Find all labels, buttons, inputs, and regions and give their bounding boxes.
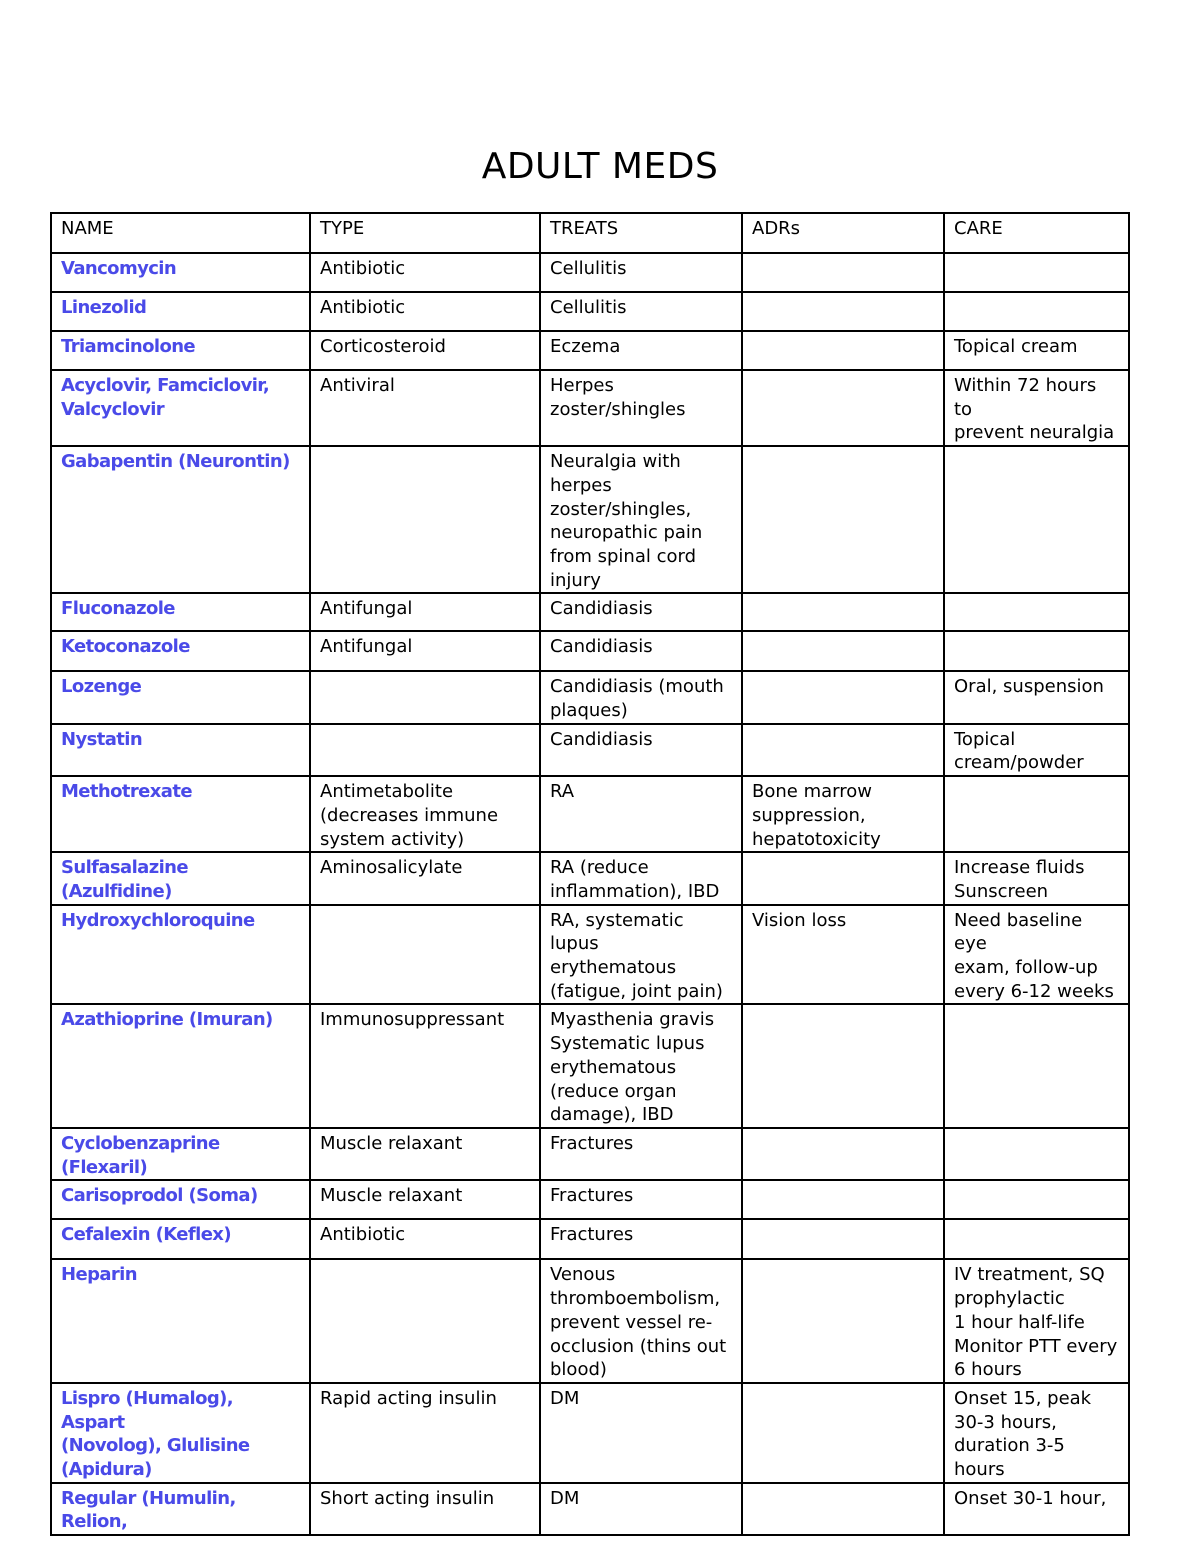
cell-name: Lispro (Humalog), Aspart (Novolog), Glulisine (Apidura) [51,1383,310,1483]
cell-adrs [742,370,944,446]
cell-type: Antifungal [310,593,540,631]
cell-adrs [742,1259,944,1383]
cell-name: Sulfasalazine (Azulfidine) [51,852,310,904]
header-adrs: ADRs [742,213,944,253]
cell-treats: Candidiasis [540,631,742,671]
cell-type: Muscle relaxant [310,1180,540,1219]
cell-adrs [742,1128,944,1180]
cell-care [944,446,1129,593]
cell-adrs [742,724,944,776]
table-row [51,446,1129,593]
cell-name: Nystatin [51,724,310,776]
header-name: NAME [51,213,310,253]
cell-adrs [742,1483,944,1535]
cell-adrs [742,1180,944,1219]
table-row [51,776,1129,852]
cell-treats: Venous thromboembolism, prevent vessel re- occlusion (thins out blood) [540,1259,742,1383]
cell-type [310,724,540,776]
table-row [51,1219,1129,1259]
cell-name: Triamcinolone [51,331,310,370]
table-row [51,292,1129,331]
cell-care: Need baseline eye exam, follow-up every 6-12 weeks [944,905,1129,1005]
cell-name: Regular (Humulin, Relion, [51,1483,310,1535]
meds-table [50,212,1130,1536]
cell-care: Topical cream/powder [944,724,1129,776]
cell-care: Oral, suspension [944,671,1129,723]
cell-adrs [742,1383,944,1483]
header-row [51,213,1129,253]
cell-name: Methotrexate [51,776,310,852]
table-row [51,253,1129,292]
cell-adrs [742,671,944,723]
cell-type [310,1259,540,1383]
cell-treats: Herpes zoster/shingles [540,370,742,446]
cell-type: Short acting insulin [310,1483,540,1535]
cell-adrs [742,593,944,631]
table-row [51,1004,1129,1128]
cell-type: Rapid acting insulin [310,1383,540,1483]
cell-care [944,1004,1129,1128]
cell-care: IV treatment, SQ prophylactic 1 hour half-life Monitor PTT every 6 hours [944,1259,1129,1383]
table-row [51,724,1129,776]
cell-name: Ketoconazole [51,631,310,671]
cell-adrs [742,1004,944,1128]
cell-care [944,1180,1129,1219]
cell-name: Heparin [51,1259,310,1383]
cell-treats: Eczema [540,331,742,370]
cell-care [944,1128,1129,1180]
cell-name: Linezolid [51,292,310,331]
cell-type: Muscle relaxant [310,1128,540,1180]
cell-type: Antimetabolite (decreases immune system activity) [310,776,540,852]
table-row [51,671,1129,723]
cell-care: Within 72 hours to prevent neuralgia [944,370,1129,446]
cell-treats: Fractures [540,1219,742,1259]
cell-type: Antibiotic [310,253,540,292]
cell-care: Onset 30-1 hour, [944,1483,1129,1535]
table-row [51,631,1129,671]
cell-treats: Candidiasis [540,724,742,776]
cell-treats: Candidiasis (mouth plaques) [540,671,742,723]
cell-treats: RA (reduce inflammation), IBD [540,852,742,904]
cell-name: Fluconazole [51,593,310,631]
table-row [51,331,1129,370]
cell-treats: DM [540,1483,742,1535]
cell-adrs [742,253,944,292]
cell-adrs: Bone marrow suppression, hepatotoxicity [742,776,944,852]
cell-care [944,631,1129,671]
cell-care [944,253,1129,292]
cell-treats: Fractures [540,1180,742,1219]
cell-type: Immunosuppressant [310,1004,540,1128]
cell-name: Cefalexin (Keflex) [51,1219,310,1259]
cell-type: Corticosteroid [310,331,540,370]
cell-name: Carisoprodol (Soma) [51,1180,310,1219]
cell-treats: Cellulitis [540,253,742,292]
cell-treats: Cellulitis [540,292,742,331]
cell-treats: Candidiasis [540,593,742,631]
cell-name: Cyclobenzaprine (Flexaril) [51,1128,310,1180]
cell-treats: RA, systematic lupus erythematous (fatigue, joint pain) [540,905,742,1005]
cell-type: Antiviral [310,370,540,446]
cell-care [944,593,1129,631]
cell-care: Increase fluids Sunscreen [944,852,1129,904]
header-care: CARE [944,213,1129,253]
cell-care [944,776,1129,852]
cell-name: Lozenge [51,671,310,723]
cell-adrs [742,852,944,904]
table-row [51,905,1129,1005]
table-row [51,370,1129,446]
cell-treats: Myasthenia gravis Systematic lupus erythematous (reduce organ damage), IBD [540,1004,742,1128]
cell-adrs [742,1219,944,1259]
cell-type: Antifungal [310,631,540,671]
table-row [51,852,1129,904]
cell-adrs [742,331,944,370]
cell-treats: Neuralgia with herpes zoster/shingles, neuropathic pain from spinal cord injury [540,446,742,593]
cell-adrs [742,292,944,331]
table-row [51,1383,1129,1483]
cell-care [944,1219,1129,1259]
meds-table-body [51,213,1129,1535]
cell-adrs [742,631,944,671]
table-row [51,1483,1129,1535]
cell-adrs [742,446,944,593]
table-row [51,1180,1129,1219]
cell-type: Antibiotic [310,292,540,331]
cell-name: Vancomycin [51,253,310,292]
header-treats: TREATS [540,213,742,253]
cell-adrs: Vision loss [742,905,944,1005]
cell-treats: RA [540,776,742,852]
cell-care: Topical cream [944,331,1129,370]
cell-name: Azathioprine (Imuran) [51,1004,310,1128]
cell-type [310,446,540,593]
cell-treats: DM [540,1383,742,1483]
cell-name: Acyclovir, Famciclovir, Valcyclovir [51,370,310,446]
cell-care [944,292,1129,331]
table-row [51,1259,1129,1383]
cell-treats: Fractures [540,1128,742,1180]
table-row [51,1128,1129,1180]
cell-type [310,905,540,1005]
cell-care: Onset 15, peak 30-3 hours, duration 3-5 hours [944,1383,1129,1483]
cell-type: Aminosalicylate [310,852,540,904]
header-type: TYPE [310,213,540,253]
cell-type [310,671,540,723]
cell-name: Gabapentin (Neurontin) [51,446,310,593]
cell-name: Hydroxychloroquine [51,905,310,1005]
cell-type: Antibiotic [310,1219,540,1259]
page-title: ADULT MEDS [481,146,719,187]
table-row [51,593,1129,631]
